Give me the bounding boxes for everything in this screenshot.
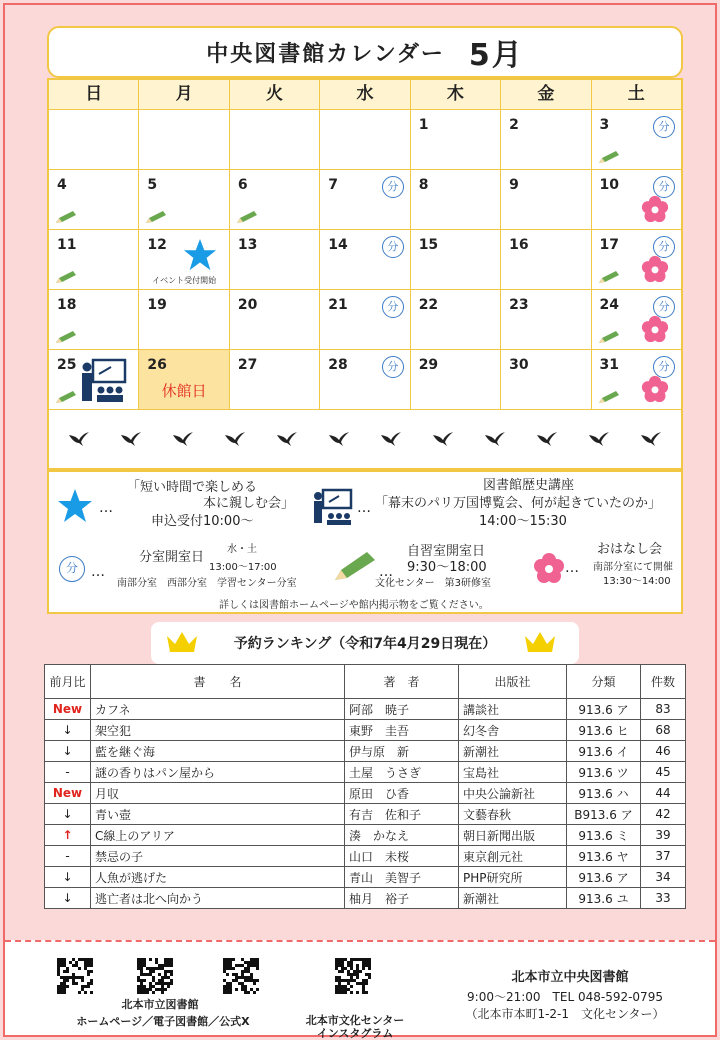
calendar-day — [411, 170, 501, 230]
cell-change: ↑ — [45, 825, 91, 846]
cell-class: 913.6 ヒ — [567, 720, 641, 741]
cell-publisher: PHP研究所 — [459, 867, 567, 888]
branch-open-icon: 分 — [382, 236, 404, 258]
swallow-icon — [276, 431, 298, 447]
cell-publisher: 文藝春秋 — [459, 804, 567, 825]
branch-open-icon: 分 — [653, 356, 675, 378]
cell-count: 33 — [641, 888, 686, 909]
weekday-mon: 月 — [139, 80, 229, 110]
qr-code[interactable] — [335, 958, 371, 994]
branch-open-icon: 分 — [653, 236, 675, 258]
weekday-wed: 水 — [320, 80, 410, 110]
day-number: 25 — [57, 357, 77, 373]
culture-center-sublabel: インスタグラム — [316, 1027, 394, 1040]
day-number: 9 — [509, 177, 519, 193]
weekday-thu: 木 — [411, 80, 501, 110]
day-number: 10 — [599, 177, 620, 193]
calendar-day — [411, 110, 501, 170]
day-number: 26 — [147, 357, 167, 373]
calendar-day — [592, 110, 681, 170]
branch-open-icon: 分 — [653, 176, 675, 198]
event-note: イベント受付開始 — [152, 276, 217, 285]
flower-icon — [641, 375, 669, 403]
swallow-icon — [172, 431, 194, 447]
pencil-icon — [333, 550, 377, 582]
swallow-icon — [328, 431, 350, 447]
cell-change: - — [45, 846, 91, 867]
cell-title: カフネ — [91, 699, 345, 720]
cell-title: C線上のアリア — [91, 825, 345, 846]
calendar-day — [230, 230, 320, 290]
cell-title: 逃亡者は北へ向かう — [91, 888, 345, 909]
dots: … — [379, 564, 393, 580]
calendar-day — [501, 230, 591, 290]
calendar-day — [320, 290, 410, 350]
branch-icon: 分 — [59, 556, 85, 582]
calendar-day — [592, 230, 681, 290]
table-row — [45, 825, 686, 846]
table-row — [45, 783, 686, 804]
calendar-day — [230, 170, 320, 230]
calendar-day — [501, 110, 591, 170]
day-number: 21 — [328, 297, 348, 313]
table-row — [45, 888, 686, 909]
calendar-day — [411, 290, 501, 350]
calendar-day — [592, 350, 681, 410]
day-number: 23 — [509, 297, 529, 313]
calendar-week — [49, 230, 681, 290]
footer — [5, 940, 715, 1040]
branch-open-icon: 分 — [382, 356, 404, 378]
calendar-day — [592, 170, 681, 230]
ranking-table — [44, 664, 686, 909]
day-number: 28 — [328, 357, 348, 373]
calendar-day — [139, 350, 229, 410]
calendar-day — [139, 110, 229, 170]
calendar-week — [49, 110, 681, 170]
flower-icon — [533, 552, 565, 584]
header-title: 書 名 — [91, 665, 345, 699]
legend-box — [47, 470, 683, 614]
cell-change: - — [45, 762, 91, 783]
calendar-title — [47, 26, 683, 78]
history-lecture-title: 図書館歴史講座 — [483, 478, 575, 493]
day-number: 11 — [57, 237, 77, 253]
dots: … — [357, 500, 371, 516]
day-number: 3 — [599, 117, 610, 133]
cell-publisher: 講談社 — [459, 699, 567, 720]
cell-author: 土屋 うさぎ — [345, 762, 459, 783]
cell-count: 46 — [641, 741, 686, 762]
header-change: 前月比 — [45, 665, 91, 699]
study-room-title: 自習室開室日 — [407, 544, 486, 559]
cell-title: 人魚が逃げた — [91, 867, 345, 888]
day-number: 20 — [237, 297, 258, 313]
cell-class: B913.6 ア — [567, 804, 641, 825]
branch-open-icon: 分 — [382, 296, 404, 318]
cell-count: 34 — [641, 867, 686, 888]
library-hours: 9:00〜21:00 TEL 048-592-0795 — [467, 990, 663, 1004]
branch-title: 分室開室日 — [139, 550, 205, 565]
day-number: 14 — [328, 237, 348, 253]
flower-icon — [641, 255, 669, 283]
cell-publisher: 東京創元社 — [459, 846, 567, 867]
dots: … — [91, 564, 105, 580]
cell-count: 39 — [641, 825, 686, 846]
header-count: 件数 — [641, 665, 686, 699]
cell-class: 913.6 ハ — [567, 783, 641, 804]
calendar-day — [501, 170, 591, 230]
cell-class: 913.6 ミ — [567, 825, 641, 846]
cell-title: 青い壺 — [91, 804, 345, 825]
header-class: 分類 — [567, 665, 641, 699]
pencil-icon — [236, 209, 258, 223]
calendar-day — [49, 230, 139, 290]
cell-publisher: 宝島社 — [459, 762, 567, 783]
teacher-icon — [311, 488, 353, 526]
calendar-day — [230, 110, 320, 170]
table-row — [45, 867, 686, 888]
ranking-title — [151, 622, 579, 664]
day-number: 7 — [328, 177, 339, 193]
calendar-grid — [47, 78, 683, 470]
table-row — [45, 741, 686, 762]
swallow-icon — [224, 431, 246, 447]
cell-class: 913.6 ヤ — [567, 846, 641, 867]
weekday-header — [49, 80, 681, 110]
cell-count: 37 — [641, 846, 686, 867]
cell-count: 44 — [641, 783, 686, 804]
cell-change: New — [45, 783, 91, 804]
day-number: 29 — [418, 357, 439, 373]
cell-author: 原田 ひ香 — [345, 783, 459, 804]
storytime-place: 南部分室にて開催 — [593, 562, 673, 573]
cell-class: 913.6 ア — [567, 867, 641, 888]
qr-code[interactable] — [57, 958, 93, 994]
cell-change: ↓ — [45, 888, 91, 909]
branch-time: 13:00〜17:00 — [209, 562, 277, 573]
cell-publisher: 新潮社 — [459, 888, 567, 909]
branch-open-icon: 分 — [653, 116, 675, 138]
storytime-time: 13:30〜14:00 — [603, 576, 671, 587]
table-row — [45, 720, 686, 741]
pencil-icon — [55, 329, 77, 343]
library-name: 北本市立中央図書館 — [511, 970, 629, 985]
header-author: 著 者 — [345, 665, 459, 699]
cell-author: 山口 未桜 — [345, 846, 459, 867]
cell-count: 68 — [641, 720, 686, 741]
day-number: 13 — [237, 237, 258, 253]
day-number: 5 — [147, 177, 158, 193]
day-number: 6 — [237, 177, 248, 193]
calendar-week — [49, 350, 681, 410]
calendar-day — [49, 110, 139, 170]
cell-title: 架空犯 — [91, 720, 345, 741]
cell-class: 913.6 ツ — [567, 762, 641, 783]
cell-class: 913.6 ア — [567, 699, 641, 720]
culture-center-label: 北本市文化センター — [305, 1014, 405, 1027]
study-room-place: 文化センター 第3研修室 — [375, 578, 491, 589]
study-room-time: 9:30〜18:00 — [407, 560, 487, 575]
swallow-border — [49, 410, 681, 468]
calendar-day — [320, 110, 410, 170]
swallow-icon — [640, 431, 662, 447]
header-publisher: 出版社 — [459, 665, 567, 699]
star-icon — [57, 488, 93, 524]
cell-publisher: 朝日新聞出版 — [459, 825, 567, 846]
swallow-icon — [380, 431, 402, 447]
closed-day-label: 休館日 — [161, 382, 207, 400]
cell-title: 禁忌の子 — [91, 846, 345, 867]
qr-code[interactable] — [223, 958, 259, 994]
cell-change: ↓ — [45, 720, 91, 741]
star-event-title-2: 本に親しむ会」 — [203, 496, 295, 511]
teacher-icon — [79, 358, 127, 404]
pencil-icon — [598, 389, 620, 403]
history-lecture-subject: 「幕末のパリ万国博覧会、何が起きていたのか」 — [375, 496, 662, 511]
weekday-sun: 日 — [49, 80, 139, 110]
cell-title: 月収 — [91, 783, 345, 804]
cell-author: 東野 圭吾 — [345, 720, 459, 741]
crown-icon — [523, 630, 557, 654]
library-sites-label: 北本市立図書館 — [121, 998, 199, 1011]
cell-title: 謎の香りはパン屋から — [91, 762, 345, 783]
branch-days: 水・土 — [227, 544, 257, 555]
cell-count: 42 — [641, 804, 686, 825]
day-number: 16 — [509, 237, 529, 253]
cell-change: ↓ — [45, 741, 91, 762]
calendar-day — [139, 230, 229, 290]
day-number: 2 — [509, 117, 519, 133]
cell-count: 83 — [641, 699, 686, 720]
cell-author: 阿部 暁子 — [345, 699, 459, 720]
calendar-day — [230, 290, 320, 350]
day-number: 31 — [599, 357, 620, 373]
calendar-day — [411, 350, 501, 410]
cell-author: 有吉 佐和子 — [345, 804, 459, 825]
calendar-day — [411, 230, 501, 290]
pencil-icon — [598, 269, 620, 283]
cell-author: 柚月 裕子 — [345, 888, 459, 909]
day-number: 17 — [599, 237, 620, 253]
star-icon — [183, 238, 217, 272]
cell-publisher: 中央公論新社 — [459, 783, 567, 804]
swallow-icon — [536, 431, 558, 447]
cell-count: 45 — [641, 762, 686, 783]
table-row — [45, 762, 686, 783]
flower-icon — [641, 195, 669, 223]
calendar-day — [501, 350, 591, 410]
pencil-icon — [55, 389, 77, 403]
weekday-tue: 火 — [230, 80, 320, 110]
history-lecture-time: 14:00〜15:30 — [479, 514, 567, 529]
swallow-icon — [484, 431, 506, 447]
calendar-day — [230, 350, 320, 410]
calendar-day — [320, 170, 410, 230]
calendar-day — [501, 290, 591, 350]
cell-author: 青山 美智子 — [345, 867, 459, 888]
day-number: 18 — [57, 297, 77, 313]
weekday-sat: 土 — [592, 80, 681, 110]
branch-places: 南部分室 西部分室 学習センター分室 — [117, 578, 297, 589]
calendar-day — [320, 350, 410, 410]
table-row — [45, 846, 686, 867]
calendar-day — [320, 230, 410, 290]
flower-icon — [641, 315, 669, 343]
cell-change: ↓ — [45, 804, 91, 825]
cell-title: 藍を継ぐ海 — [91, 741, 345, 762]
dots: … — [99, 500, 113, 516]
calendar-week — [49, 290, 681, 350]
storytime-title: おはなし会 — [597, 542, 663, 557]
cell-class: 913.6 イ — [567, 741, 641, 762]
swallow-icon — [120, 431, 142, 447]
ranking-header-row — [45, 665, 686, 699]
cell-author: 湊 かなえ — [345, 825, 459, 846]
table-row — [45, 699, 686, 720]
pencil-icon — [145, 209, 167, 223]
calendar-day — [139, 170, 229, 230]
cell-class: 913.6 ユ — [567, 888, 641, 909]
legend-note: 詳しくは図書館ホームページや館内掲示物をご覧ください。 — [219, 600, 489, 611]
day-number: 30 — [509, 357, 529, 373]
swallow-icon — [432, 431, 454, 447]
title-text: 中央図書館カレンダー — [206, 41, 445, 67]
month-label: 5月 — [468, 38, 524, 73]
swallow-icon — [588, 431, 610, 447]
day-number: 22 — [418, 297, 439, 313]
day-number: 8 — [418, 177, 429, 193]
day-number: 12 — [147, 237, 167, 253]
calendar-day — [49, 290, 139, 350]
calendar-day — [139, 290, 229, 350]
pencil-icon — [55, 209, 77, 223]
branch-open-icon: 分 — [382, 176, 404, 198]
pencil-icon — [598, 149, 620, 163]
swallow-icon — [68, 431, 90, 447]
cell-author: 伊与原 新 — [345, 741, 459, 762]
star-event-time: 申込受付10:00〜 — [151, 514, 254, 529]
day-number: 15 — [418, 237, 439, 253]
library-sites-sublabel: ホームページ／電子図書館／公式X — [76, 1015, 250, 1028]
day-number: 24 — [599, 297, 620, 313]
day-number: 4 — [57, 177, 67, 193]
day-number: 19 — [147, 297, 167, 313]
calendar-day — [49, 350, 139, 410]
day-number: 1 — [418, 117, 429, 133]
weekday-fri: 金 — [501, 80, 591, 110]
ranking-title-text: 予約ランキング（令和7年4月29日現在） — [233, 636, 497, 652]
qr-code[interactable] — [137, 958, 173, 994]
cell-publisher: 新潮社 — [459, 741, 567, 762]
crown-icon — [165, 630, 199, 654]
calendar-day — [592, 290, 681, 350]
cell-publisher: 幻冬舎 — [459, 720, 567, 741]
pencil-icon — [598, 329, 620, 343]
calendar-day — [49, 170, 139, 230]
dots: … — [565, 560, 579, 576]
cell-change: ↓ — [45, 867, 91, 888]
star-event-title-1: 「短い時間で楽しめる — [127, 480, 258, 495]
cell-change: New — [45, 699, 91, 720]
table-row — [45, 804, 686, 825]
pencil-icon — [55, 269, 77, 283]
calendar-week — [49, 170, 681, 230]
library-address: （北本市本町1-2-1 文化センター） — [465, 1007, 665, 1021]
day-number: 27 — [237, 357, 258, 373]
branch-open-icon: 分 — [653, 296, 675, 318]
